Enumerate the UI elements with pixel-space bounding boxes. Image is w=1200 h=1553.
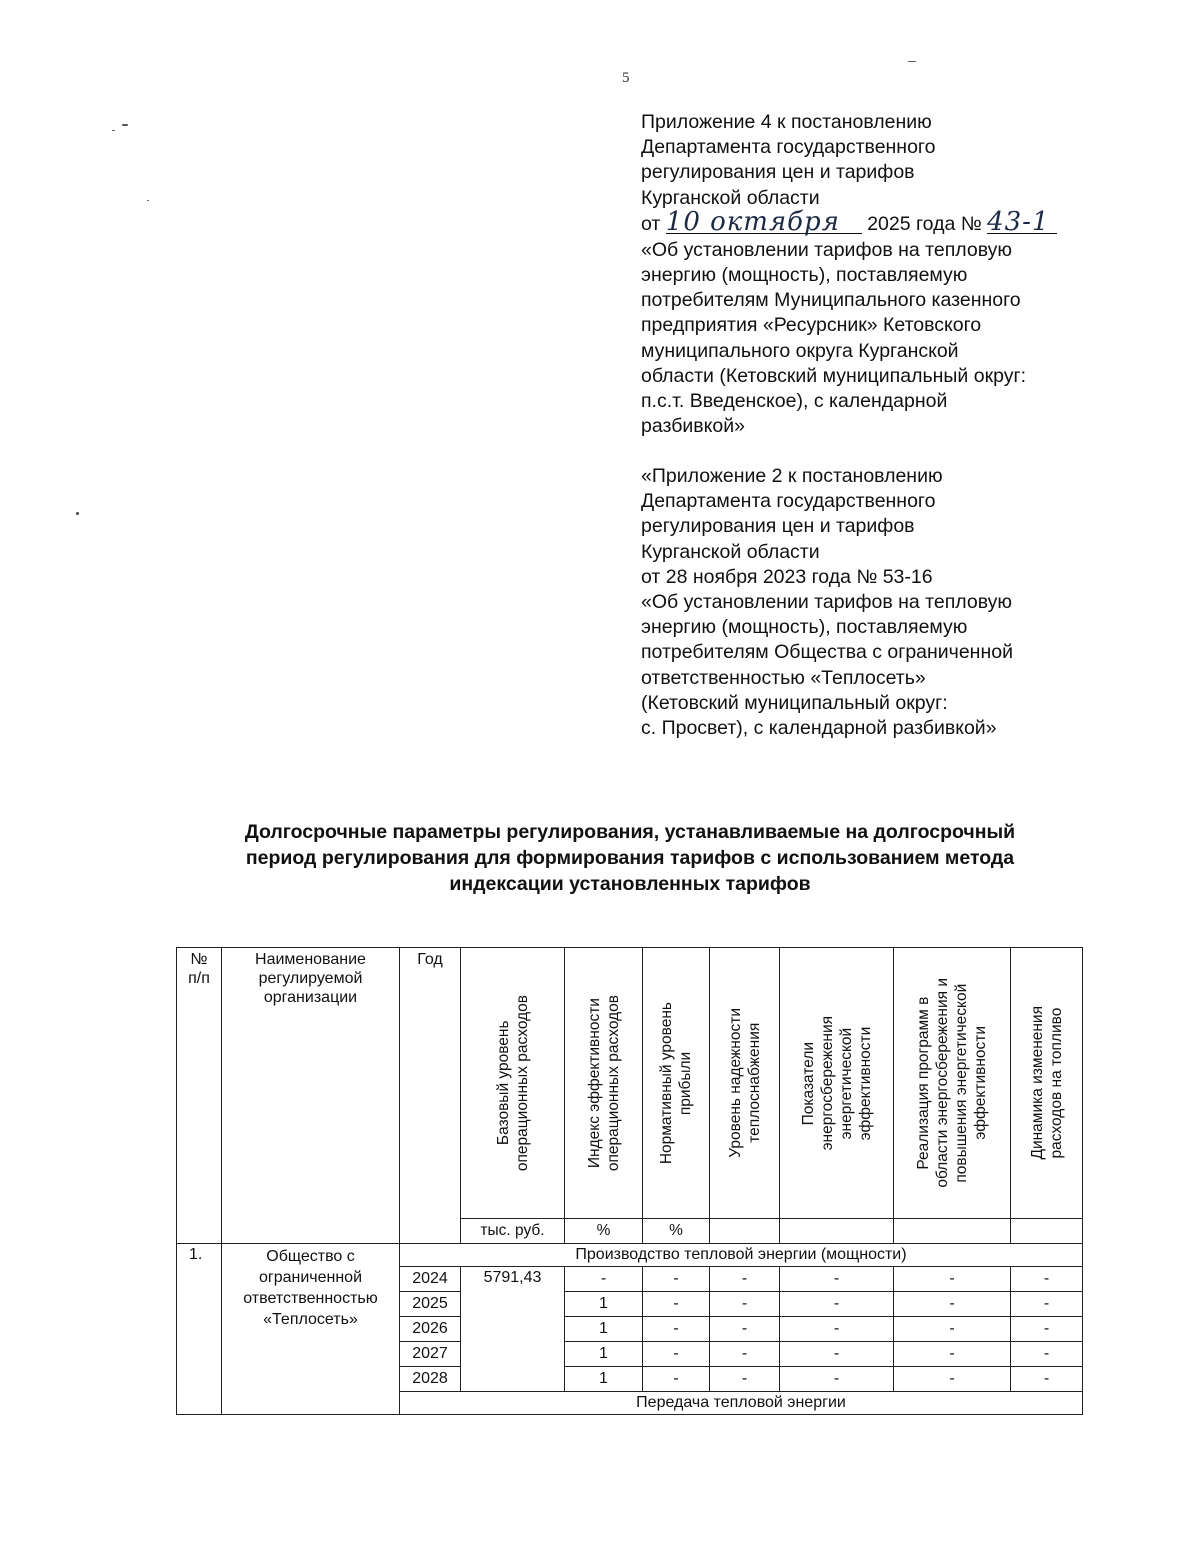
- col-header-fuel-dynamics: Динамика изменения расходов на топливо: [1028, 1006, 1065, 1160]
- value-cell: -: [710, 1267, 780, 1292]
- table-header-row: [177, 948, 1083, 1219]
- parameters-table: [176, 947, 1083, 1415]
- value-cell: -: [1011, 1292, 1083, 1317]
- header-line: ответственностью «Теплосеть»: [641, 666, 926, 689]
- col-header-org: Наименование регулируемой организации: [222, 948, 400, 1244]
- title-line: индексации установленных тарифов: [449, 873, 811, 895]
- header-line: «Об установлении тарифов на тепловую: [641, 591, 1013, 614]
- value-cell: -: [565, 1267, 643, 1292]
- handwritten-number: 43-1: [987, 211, 1057, 234]
- value-cell: 1: [565, 1342, 643, 1367]
- value-cell: 1: [565, 1317, 643, 1342]
- header-line: п.с.т. Введенское), с календарной: [641, 390, 948, 413]
- header-line: Курганской области: [641, 540, 820, 563]
- row-number: 1.: [177, 1244, 222, 1415]
- col-header-base-level: Базовый уровень операционных расходов: [494, 994, 531, 1172]
- header-line: регулирования цен и тарифов: [641, 161, 915, 184]
- header-line: потребителям Муниципального казенного: [641, 289, 1021, 312]
- value-cell: -: [710, 1367, 780, 1392]
- header-line: Департамента государственного: [641, 490, 936, 513]
- header-line: «Об установлении тарифов на тепловую: [641, 238, 1013, 261]
- section-production: Производство тепловой энергии (мощности): [400, 1244, 1083, 1267]
- value-cell: -: [894, 1267, 1011, 1292]
- date-suffix: 2025 года №: [867, 212, 982, 235]
- page-number: 5: [622, 70, 630, 86]
- header-line: разбивкой»: [641, 415, 745, 438]
- value-cell: -: [894, 1292, 1011, 1317]
- header-line: потребителям Общества с ограниченной: [641, 641, 1013, 664]
- value-cell: -: [894, 1317, 1011, 1342]
- col-header-cell: [643, 948, 710, 1219]
- unit-cell: [710, 1219, 780, 1244]
- col-header-cell: [1011, 948, 1083, 1219]
- header-line: «Приложение 2 к постановлению: [641, 465, 943, 487]
- quoted-appendix-header: [641, 464, 1111, 741]
- header-line: (Кетовский муниципальный округ:: [641, 691, 948, 714]
- col-header-cell: [780, 948, 894, 1219]
- value-cell: -: [1011, 1267, 1083, 1292]
- value-cell: -: [710, 1292, 780, 1317]
- value-cell: -: [710, 1317, 780, 1342]
- unit-cell: [1011, 1219, 1083, 1244]
- header-line: Курганской области: [641, 186, 820, 209]
- date-line: [641, 206, 1111, 238]
- value-cell: -: [710, 1342, 780, 1367]
- scan-speck: [112, 130, 115, 131]
- base-level-value: 5791,43: [461, 1267, 565, 1392]
- unit-cell: тыс. руб.: [461, 1219, 565, 1244]
- header-line: Приложение 4 к постановлению: [641, 111, 932, 133]
- title-line: период регулирования для формирования тарифов с использованием метода: [245, 847, 1015, 869]
- unit-cell: %: [643, 1219, 710, 1244]
- value-cell: -: [780, 1367, 894, 1392]
- value-cell: -: [894, 1367, 1011, 1392]
- value-cell: -: [1011, 1317, 1083, 1342]
- title-line: Долгосрочные параметры регулирования, устанавливаемые на долгосрочный: [244, 821, 1016, 843]
- col-header-energy-saving-indicators: Показатели энергосбережения энергетической эффективности: [799, 1015, 874, 1151]
- col-header-profit-level: Нормативный уровень прибыли: [658, 1001, 694, 1165]
- col-header-reliability: Уровень надежности теплоснабжения: [726, 1008, 763, 1158]
- document-title: [150, 819, 1110, 897]
- value-cell: -: [1011, 1367, 1083, 1392]
- col-header-cell: [461, 948, 565, 1219]
- handwritten-date: 10 октября: [666, 211, 862, 234]
- year-cell: 2027: [400, 1342, 461, 1367]
- value-cell: 1: [565, 1367, 643, 1392]
- col-header-year: Год: [400, 948, 461, 1244]
- scan-speck: [908, 61, 916, 62]
- header-line: энергию (мощность), поставляемую: [641, 264, 968, 287]
- value-cell: -: [643, 1267, 710, 1292]
- value-cell: -: [643, 1367, 710, 1392]
- header-line: Департамента государственного: [641, 136, 936, 159]
- appendix-header: [641, 110, 1111, 439]
- section-row: [177, 1244, 1083, 1267]
- col-header-energy-programs: Реализация программ в области энергосбережения и повышения энергетической эффективности: [915, 978, 989, 1188]
- value-cell: -: [780, 1317, 894, 1342]
- unit-cell: %: [565, 1219, 643, 1244]
- section-transmission: Передача тепловой энергии: [400, 1392, 1083, 1415]
- col-header-efficiency-index: Индекс эффективности операционных расходов: [585, 994, 622, 1172]
- header-line: регулирования цен и тарифов: [641, 515, 915, 538]
- col-header-cell: [710, 948, 780, 1219]
- scan-speck: [76, 512, 79, 515]
- value-cell: -: [780, 1267, 894, 1292]
- header-line: от 28 ноября 2023 года № 53-16: [641, 565, 933, 588]
- header-line: муниципального округа Курганской: [641, 339, 959, 362]
- unit-cell: [780, 1219, 894, 1244]
- scan-speck: [147, 200, 149, 201]
- year-cell: 2024: [400, 1267, 461, 1292]
- value-cell: -: [780, 1342, 894, 1367]
- value-cell: -: [643, 1292, 710, 1317]
- organization-name: Общество с ограниченной ответственностью «Теплосеть»: [222, 1244, 400, 1415]
- year-cell: 2028: [400, 1367, 461, 1392]
- value-cell: -: [894, 1342, 1011, 1367]
- value-cell: -: [1011, 1342, 1083, 1367]
- year-cell: 2025: [400, 1292, 461, 1317]
- date-prefix: от: [641, 212, 661, 235]
- header-line: энергию (мощность), поставляемую: [641, 616, 968, 639]
- unit-cell: [894, 1219, 1011, 1244]
- header-line: с. Просвет), с календарной разбивкой»: [641, 717, 997, 740]
- col-header-cell: [894, 948, 1011, 1219]
- value-cell: -: [643, 1342, 710, 1367]
- year-cell: 2026: [400, 1317, 461, 1342]
- value-cell: 1: [565, 1292, 643, 1317]
- col-header-no: № п/п: [177, 948, 222, 1244]
- scan-speck: [122, 124, 128, 126]
- value-cell: -: [643, 1317, 710, 1342]
- header-line: предприятия «Ресурсник» Кетовского: [641, 314, 982, 337]
- col-header-cell: [565, 948, 643, 1219]
- value-cell: -: [780, 1292, 894, 1317]
- header-line: области (Кетовский муниципальный округ:: [641, 364, 1027, 387]
